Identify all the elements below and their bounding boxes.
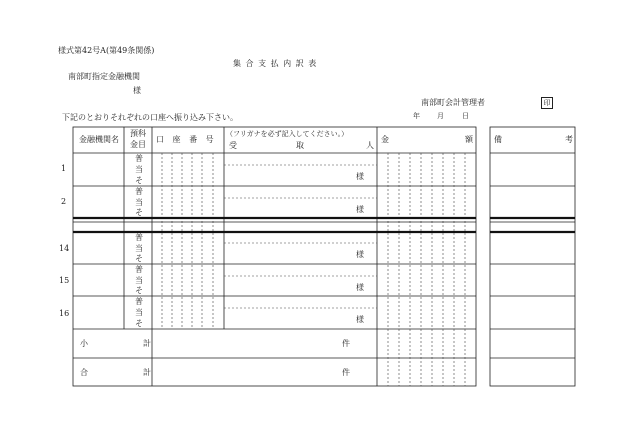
row-type-c: そ	[135, 286, 143, 295]
subtotal-label-1: 小	[80, 339, 88, 348]
row-type-b: 当	[135, 244, 143, 253]
col-payee-3: 人	[366, 141, 374, 150]
total-label-1: 合	[80, 368, 88, 377]
row-type-a: 普	[135, 265, 143, 274]
row-payee-suffix: 様	[356, 283, 364, 292]
manager-title: 南部町会計管理者	[421, 98, 485, 107]
date-day: 日	[462, 112, 469, 120]
row-payee-suffix: 様	[356, 172, 364, 181]
col-amount-2: 額	[465, 135, 473, 144]
row-number: 1	[61, 164, 67, 173]
row-type-a: 普	[135, 233, 143, 242]
date-year: 年	[413, 112, 420, 120]
col-payee-2: 取	[296, 141, 304, 150]
col-payee-note: （フリガナを必ず記入してください。）	[226, 130, 349, 138]
date-month: 月	[437, 112, 444, 120]
col-remarks-1: 備	[494, 135, 502, 144]
total-label-2: 計	[143, 368, 151, 377]
row-payee-suffix: 様	[356, 250, 364, 259]
row-type-b: 当	[135, 198, 143, 207]
row-number: 15	[59, 276, 70, 285]
row-payee-suffix: 様	[356, 205, 364, 214]
row-type-a: 普	[135, 187, 143, 196]
row-type-c: そ	[135, 176, 143, 185]
document-title: 集 合 支 払 内 訳 表	[233, 59, 318, 68]
recipient-honorific: 様	[133, 86, 141, 95]
row-type-a: 普	[135, 297, 143, 306]
subtotal-unit: 件	[342, 339, 350, 348]
row-number: 16	[59, 309, 70, 318]
col-bank-name: 金融機関名	[79, 135, 119, 144]
row-type-b: 当	[135, 165, 143, 174]
col-deposit-type-1: 預科	[130, 129, 146, 138]
seal-mark: 印	[541, 97, 553, 109]
row-type-c: そ	[135, 254, 143, 263]
col-amount-1: 金	[381, 135, 389, 144]
total-unit: 件	[342, 368, 350, 377]
col-deposit-type-2: 金目	[130, 140, 146, 149]
instruction-text: 下記のとおりそれぞれの口座へ振り込み下さい。	[62, 113, 238, 122]
row-payee-suffix: 様	[356, 315, 364, 324]
row-type-b: 当	[135, 308, 143, 317]
row-type-c: そ	[135, 208, 143, 217]
form-number: 様式第42号A(第49条関係)	[58, 46, 155, 55]
row-type-b: 当	[135, 276, 143, 285]
row-number: 2	[61, 197, 67, 206]
col-account-number: 口 座 番 号	[156, 135, 217, 144]
col-remarks-2: 考	[565, 135, 573, 144]
row-number: 14	[59, 244, 70, 253]
row-type-c: そ	[135, 319, 143, 328]
col-payee-1: 受	[229, 141, 237, 150]
row-type-a: 普	[135, 154, 143, 163]
subtotal-label-2: 計	[143, 339, 151, 348]
recipient-bank: 南部町指定金融機関	[68, 72, 140, 81]
